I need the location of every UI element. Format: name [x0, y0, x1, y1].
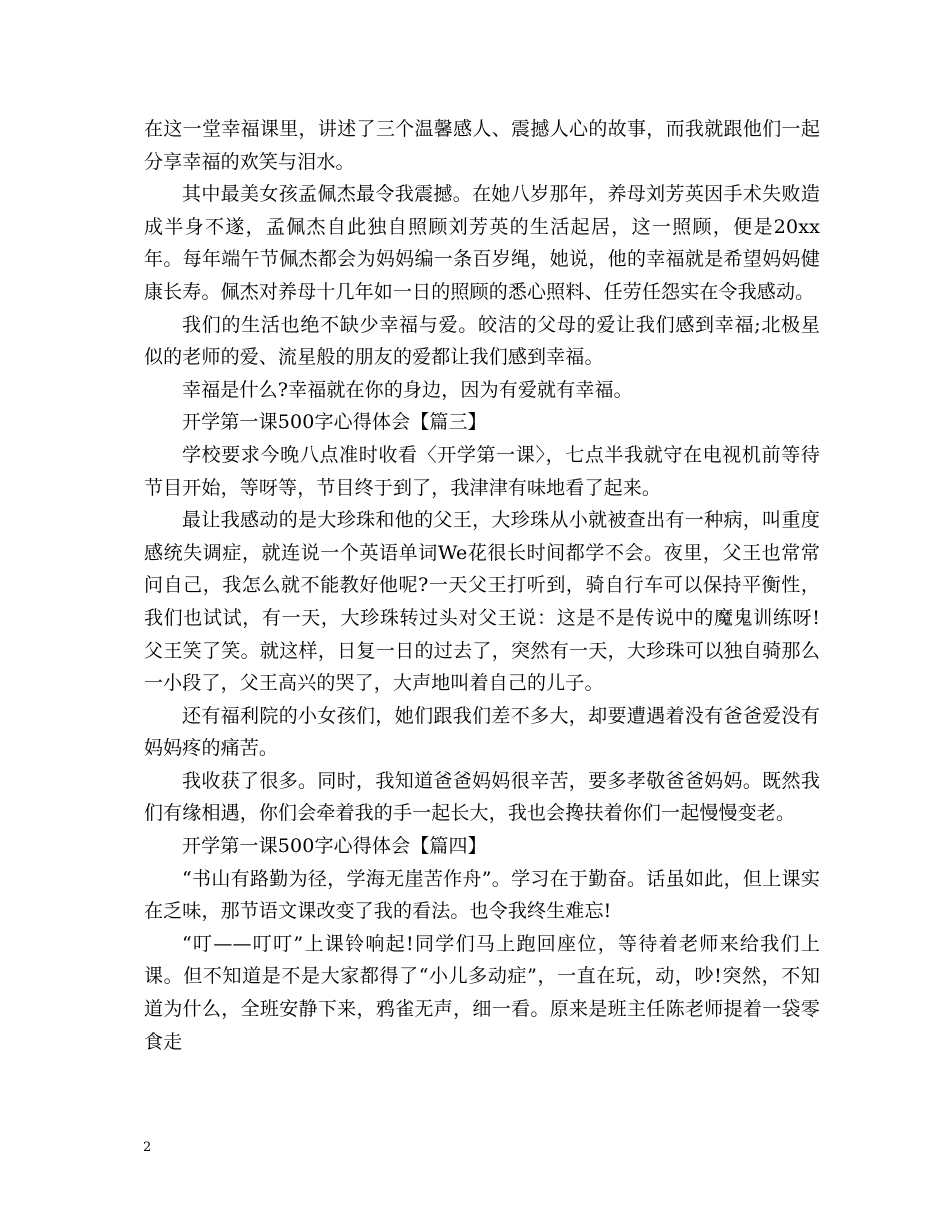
paragraph: 在这一堂幸福课里，讲述了三个温馨感人、震撼人心的故事，而我就跟他们一起分享幸福的欢笑与泪水。	[144, 118, 820, 173]
paragraph: 其中最美女孩孟佩杰最令我震撼。在她八岁那年，养母刘芳英因手术失败造成半身不遂，孟佩杰自此独自照顾刘芳英的生活起居，这一照顾，便是20xx年。每年端午节佩杰都会为妈妈编一条百岁绳，她说，他的幸福就是希望妈妈健康长寿。佩杰对养母十几年如一日的照顾的悉心照料、任劳任怨实在令我感动。	[144, 183, 820, 303]
page-number: 2	[143, 1140, 152, 1155]
paragraph: 学校要求今晚八点准时收看〈开学第一课〉，七点半我就守在电视机前等待节目开始，等呀等，节目终于到了，我津津有味地看了起来。	[144, 443, 820, 499]
paragraph: 最让我感动的是大珍珠和他的父王，大珍珠从小就被查出有一种病，叫重度感统失调症，就连说一个英语单词We花很长时间都学不会。夜里，父王也常常问自己，我怎么就不能教好他呢?一天父王打听到，骑自行车可以保持平衡性，我们也试试，有一天，大珍珠转过头对父王说：这是不是传说中的魔鬼训练呀!父王笑了笑。就这样，日复一日的过去了，突然有一天，大珍珠可以独自骑那么一小段了，父王高兴的哭了，大声地叫着自己的儿子。	[144, 509, 820, 695]
paragraph: 幸福是什么?幸福就在你的身边，因为有爱就有幸福。	[182, 378, 633, 401]
paragraph: 我收获了很多。同时，我知道爸爸妈妈很辛苦，要多孝敬爸爸妈妈。既然我们有缘相遇，你们会牵着我的手一起长大，我也会搀扶着你们一起慢慢变老。	[144, 769, 820, 825]
paragraph: “叮——叮叮”上课铃响起!同学们马上跑回座位，等待着老师来给我们上课。但不知道是不是大家都得了“小儿多动症”，一直在玩，动，吵!突然，不知道为什么，全班安静下来，鸦雀无声，细一看。原来是班主任陈老师提着一袋零食走	[144, 932, 820, 1053]
section-heading: 开学第一课500字心得体会【篇三】	[182, 411, 487, 434]
paragraph: 还有福利院的小女孩们，她们跟我们差不多大，却要遭遇着没有爸爸爱没有妈妈疼的痛苦。	[144, 704, 820, 760]
paragraph: 我们的生活也绝不缺少幸福与爱。皎洁的父母的爱让我们感到幸福;北极星似的老师的爱、流星般的朋友的爱都让我们感到幸福。	[144, 313, 820, 369]
paragraph: “书山有路勤为径，学海无崖苦作舟”。学习在于勤奋。话虽如此，但上课实在乏味，那节语文课改变了我的看法。也令我终生难忘!	[144, 867, 820, 923]
section-heading: 开学第一课500字心得体会【篇四】	[182, 835, 487, 858]
document-body	[144, 113, 820, 1058]
